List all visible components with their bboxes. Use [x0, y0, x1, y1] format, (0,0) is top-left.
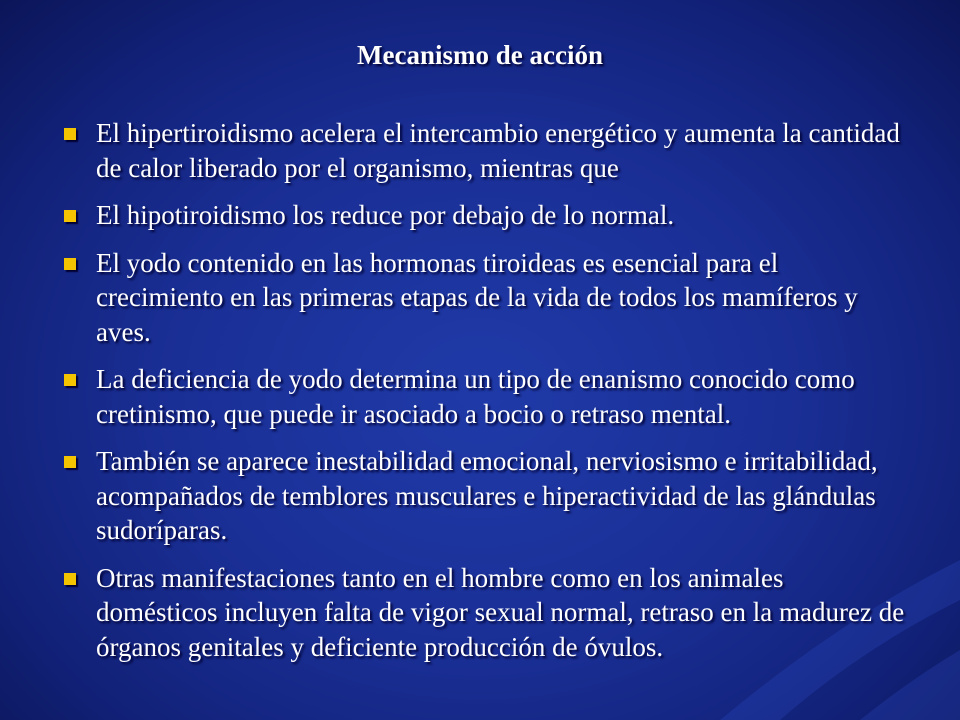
bullet-item-1 [58, 116, 908, 185]
bullet-item-4 [58, 362, 908, 431]
bullet-text: El yodo contenido en las hormonas tiroideas es esencial para el crecimiento en las primeras etapas de la vida de todos los mamíferos y aves. [96, 247, 858, 347]
bullet-item-2 [58, 198, 908, 233]
square-bullet-icon [64, 258, 76, 270]
bullet-item-3 [58, 246, 908, 350]
bullet-text: Otras manifestaciones tanto en el hombre como en los animales domésticos incluyen falta de vigor sexual normal, retraso en la madurez de órganos genitales y deficiente producción de óvulos. [96, 562, 905, 662]
square-bullet-icon [64, 128, 76, 140]
bullet-list [58, 116, 908, 677]
square-bullet-icon [64, 374, 76, 386]
bullet-text: La deficiencia de yodo determina un tipo de enanismo conocido como cretinismo, que puede ir asociado a bocio o retraso mental. [96, 364, 855, 429]
bullet-item-5 [58, 444, 908, 548]
bullet-text: El hipotiroidismo los reduce por debajo de lo normal. [96, 200, 675, 230]
square-bullet-icon [64, 456, 76, 468]
bullet-text: También se aparece inestabilidad emocional, nerviosismo e irritabilidad, acompañados de temblores musculares e hiperactividad de las glándulas sudoríparas. [96, 446, 878, 545]
square-bullet-icon [64, 210, 76, 222]
bullet-text: El hipertiroidismo acelera el intercambio energético y aumenta la cantidad de calor liberado por el organismo, mientras que [96, 118, 900, 183]
slide-title: Mecanismo de acción [357, 40, 603, 70]
bullet-item-6 [58, 561, 908, 665]
square-bullet-icon [64, 573, 76, 585]
